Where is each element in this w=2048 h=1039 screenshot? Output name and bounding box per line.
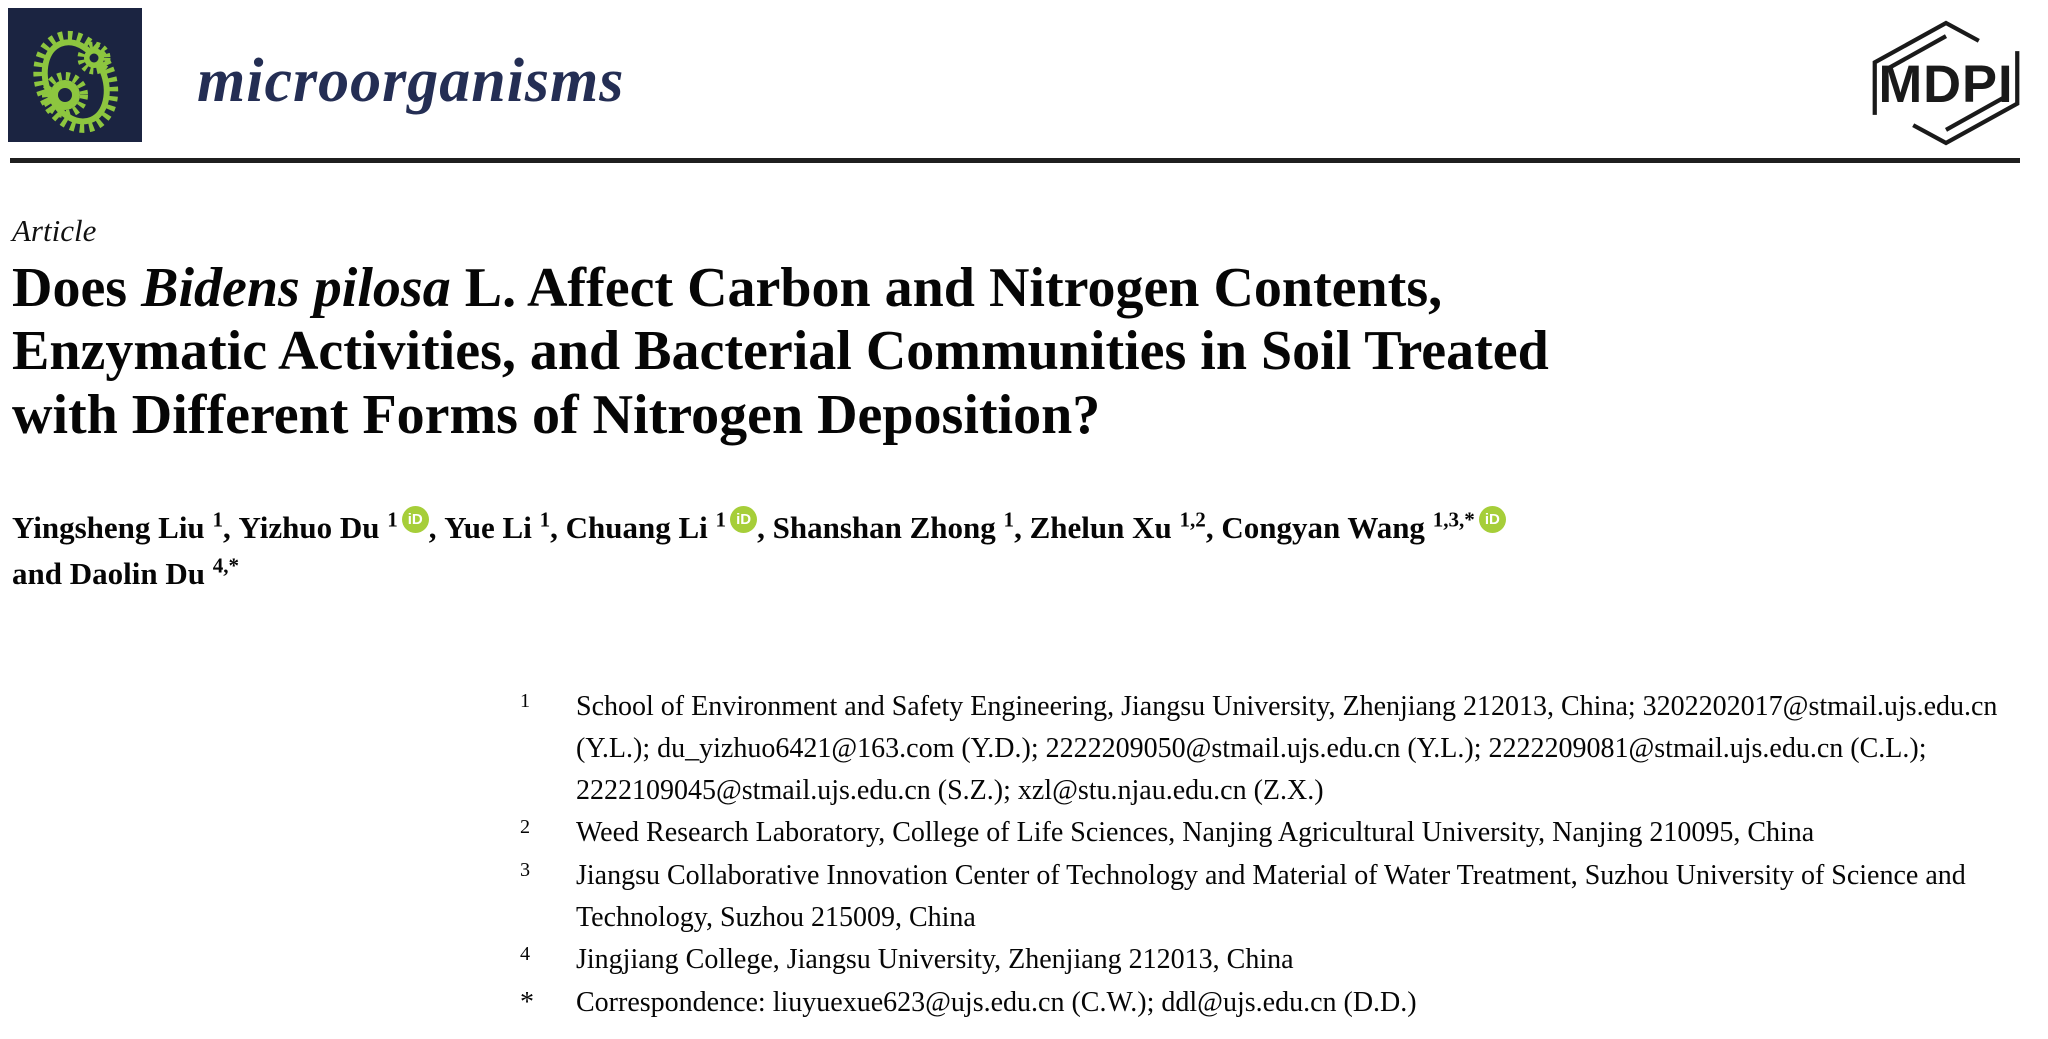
affiliation-list	[520, 686, 2048, 1024]
affiliation-marker: *	[520, 986, 534, 1018]
affiliation-row	[520, 686, 2048, 812]
author-affiliation-sup: 1	[715, 507, 727, 532]
species-name: Bidens pilosa	[141, 257, 451, 319]
journal-brand	[8, 8, 624, 144]
author: Congyan Wang $^{1,3,*}$ iD	[1221, 505, 1506, 552]
affiliation-marker: 3	[520, 858, 531, 881]
affiliation-marker: 1	[520, 689, 531, 712]
author: Shanshan Zhong $^1$,	[772, 507, 1022, 545]
author-affiliation-sup: 1	[387, 507, 398, 532]
affiliation-marker: 2	[520, 815, 531, 838]
title-line: with Different Forms of Nitrogen Deposition?	[12, 383, 1101, 446]
title-line: Enzymatic Activities, and Bacterial Communities in Soil Treated	[12, 320, 1549, 383]
article-head	[8, 213, 2040, 1024]
microorganisms-logo-icon	[8, 8, 142, 144]
svg-text:MDPI: MDPI	[1878, 54, 2014, 114]
author: Yue Li $^1$,	[444, 507, 558, 545]
author-affiliation-sup: 1	[539, 507, 551, 532]
affiliation-text: Weed Research Laboratory, College of Life Sciences, Nanjing Agricultural University, Nanjing 210095, China	[576, 816, 1815, 848]
mdpi-logo-icon	[1858, 8, 2034, 158]
author: Chuang Li $^1$ iD ,	[565, 507, 765, 545]
orcid-icon[interactable]: iD	[402, 506, 429, 533]
affiliation-row	[520, 982, 2048, 1024]
author: Yingsheng Liu $^1$,	[12, 507, 231, 545]
title-line: Does Bidens pilosa L. Affect Carbon and Nitrogen Contents,	[12, 257, 1443, 319]
orcid-icon[interactable]: iD	[730, 506, 757, 533]
affiliation-row	[520, 939, 2048, 982]
author: and Daolin Du $^{4,*}$	[12, 553, 240, 592]
author-affiliation-sup: 1	[1003, 507, 1015, 532]
article-type-label: Article	[12, 213, 97, 248]
author-list	[12, 505, 2022, 598]
author: Zhelun Xu $^{1,2}$,	[1029, 507, 1214, 545]
author-affiliation-sup: 4,*	[212, 553, 240, 578]
author-affiliation-sup: 1	[212, 507, 223, 532]
journal-name: microorganisms	[197, 46, 625, 115]
author-affiliation-sup: 1,3,*	[1432, 507, 1475, 532]
affiliation-text: Jiangsu Collaborative Innovation Center of Technology and Material of Water Treatment, Suzhou University of Science and Technology, Suzhou 215009, China	[576, 859, 1966, 933]
affiliation-row	[520, 855, 2048, 939]
affiliation-text: Jingjiang College, Jiangsu University, Zhenjiang 212013, China	[576, 943, 1294, 975]
affiliation-text: School of Environment and Safety Engineering, Jiangsu University, Zhenjiang 212013, China; 3202202017@stmail.ujs.edu.cn (Y.L.); du_yizhuo6421@163.com (Y.D.); 2222209050@stmail.ujs.edu.cn (Y.L.); 2222209081@stmail.ujs.edu.cn (C.L.); 2222109045@stmail.ujs.edu.cn (S.Z.); xzl@stu.njau.edu.cn (Z.X.)	[576, 690, 1998, 806]
author-affiliation-sup: 1,2	[1179, 507, 1206, 532]
journal-header	[8, 8, 2040, 156]
article-title	[12, 257, 2040, 447]
orcid-icon[interactable]: iD	[1479, 506, 1506, 533]
header-rule	[10, 158, 2020, 163]
affiliation-row	[520, 812, 2048, 855]
affiliation-text: Correspondence: liuyuexue623@ujs.edu.cn (C.W.); ddl@ujs.edu.cn (D.D.)	[576, 986, 1417, 1018]
affiliation-marker: 4	[520, 942, 531, 965]
author: Yizhuo Du $^1$ iD ,	[238, 507, 437, 545]
